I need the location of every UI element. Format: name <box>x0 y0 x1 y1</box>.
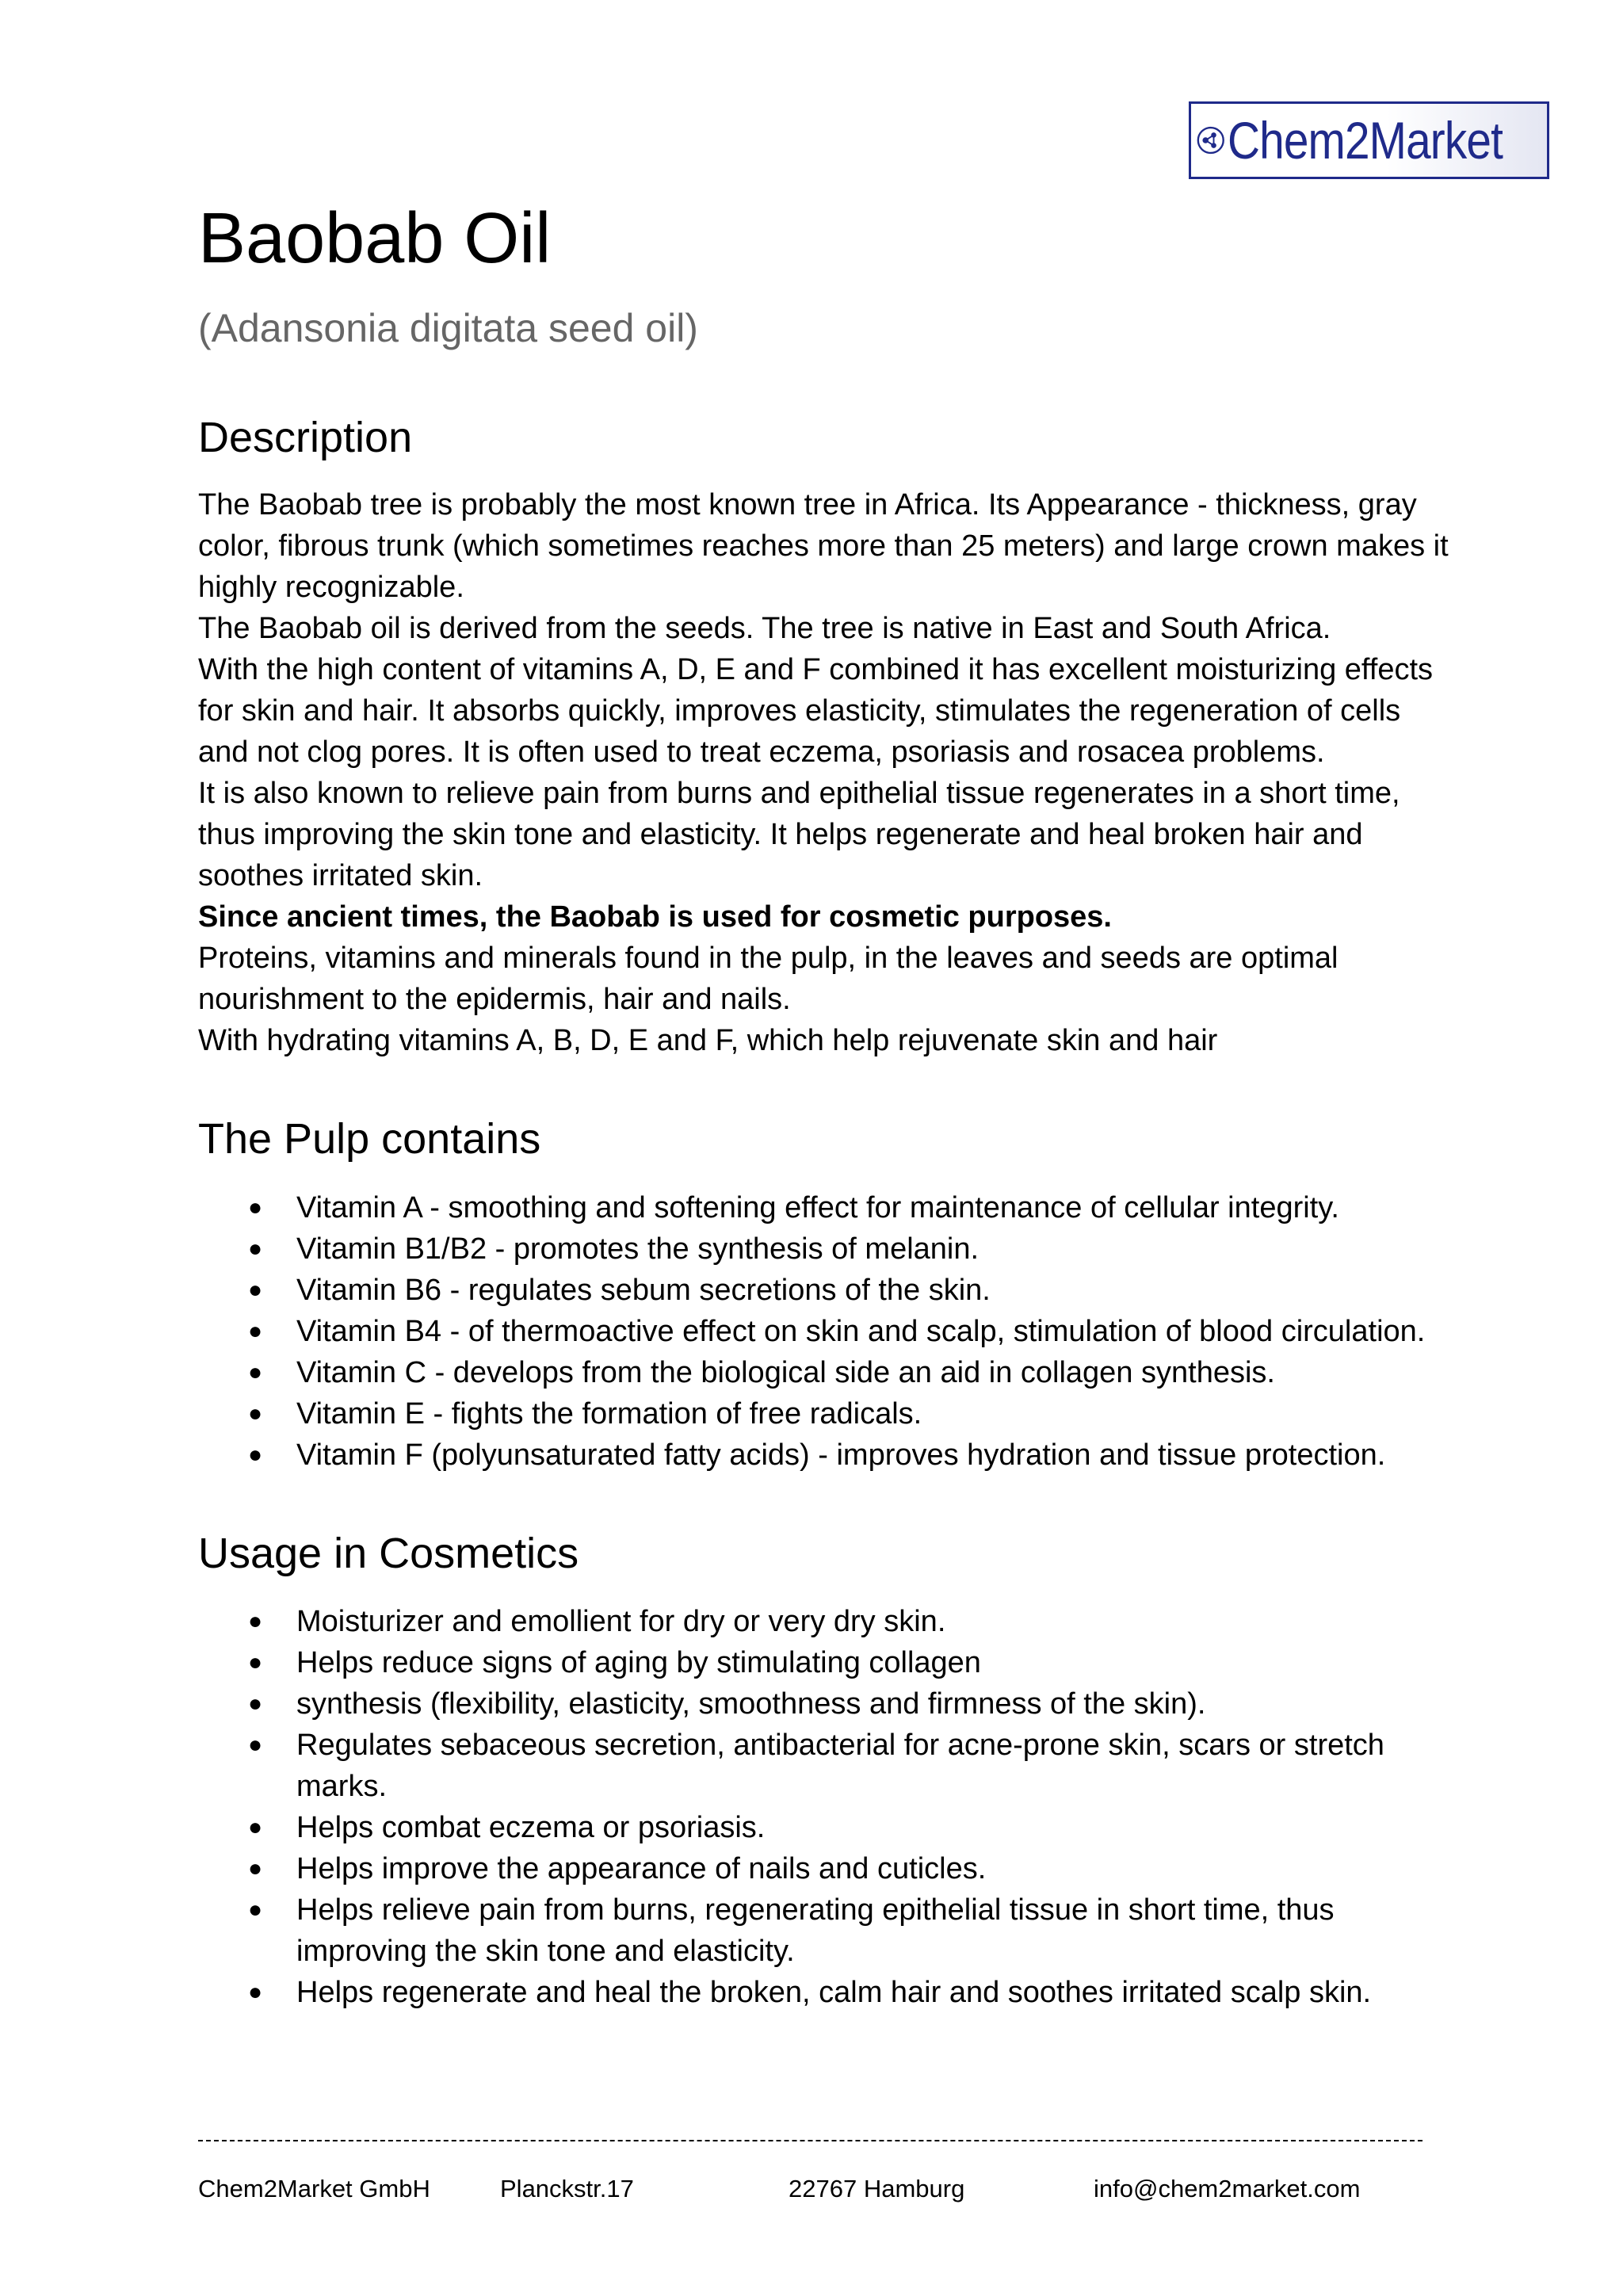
description-paragraph: It is also known to relieve pain from burns and epithelial tissue regenerates in a short time, thus improving the skin tone and elasticity. It helps regenerate and heal broken hair and soothes irritated skin. <box>198 777 1400 892</box>
list-item <box>198 1270 1466 1311</box>
list-item-text: Vitamin A - smoothing and softening effect for maintenance of cellular integrity. <box>296 1191 1339 1224</box>
usage-heading: Usage in Cosmetics <box>198 1530 579 1577</box>
list-item-text: synthesis (flexibility, elasticity, smoothness and firmness of the skin). <box>296 1687 1206 1721</box>
list-item <box>198 1807 1466 1848</box>
list-item <box>198 1187 1466 1228</box>
page-subtitle: (Adansonia digitata seed oil) <box>198 306 698 350</box>
list-item <box>198 1601 1466 1642</box>
list-item <box>198 1848 1466 1889</box>
description-paragraph: With hydrating vitamins A, B, D, E and F, which help rejuvenate skin and hair <box>198 1024 1218 1057</box>
description-paragraph: The Baobab tree is probably the most known tree in Africa. Its Appearance - thickness, gray color, fibrous trunk (which sometimes reaches more than 25 meters) and large crown makes it highly recognizable. <box>198 488 1449 604</box>
list-item-text: Vitamin C - develops from the biological side an aid in collagen synthesis. <box>296 1356 1275 1389</box>
bullet-icon: ● <box>248 1979 263 2005</box>
list-item <box>198 1642 1466 1683</box>
list-item <box>198 1972 1466 2013</box>
list-item-text: Vitamin F (polyunsaturated fatty acids) - improves hydration and tissue protection. <box>296 1438 1386 1472</box>
footer-email[interactable]: info@chem2market.com <box>1094 2175 1361 2202</box>
bullet-icon: ● <box>248 1236 263 1262</box>
list-item-text: Moisturizer and emollient for dry or very dry skin. <box>296 1605 946 1638</box>
list-item-text: Helps relieve pain from burns, regenerating epithelial tissue in short time, thus improving the skin tone and elasticity. <box>296 1893 1335 1968</box>
list-item-text: Vitamin E - fights the formation of free radicals. <box>296 1397 922 1431</box>
bullet-icon: ● <box>248 1814 263 1840</box>
list-item <box>198 1889 1466 1972</box>
list-item-text: Helps combat eczema or psoriasis. <box>296 1811 766 1844</box>
page-title: Baobab Oil <box>198 199 552 278</box>
list-item-text: Vitamin B6 - regulates sebum secretions of the skin. <box>296 1274 991 1307</box>
list-item <box>198 1683 1466 1725</box>
footer-street: Planckstr.17 <box>500 2175 634 2202</box>
footer-city: 22767 Hamburg <box>789 2175 965 2202</box>
list-item <box>198 1352 1466 1393</box>
list-item <box>198 1228 1466 1270</box>
bullet-icon: ● <box>248 1359 263 1385</box>
molecule-icon <box>1196 109 1226 171</box>
list-item-text: Vitamin B1/B2 - promotes the synthesis of melanin. <box>296 1232 980 1266</box>
bullet-icon: ● <box>248 1855 263 1881</box>
description-paragraph: The Baobab oil is derived from the seeds. The tree is native in East and South Africa. <box>198 612 1331 645</box>
bullet-icon: ● <box>248 1442 263 1468</box>
footer-company: Chem2Market GmbH <box>198 2175 430 2202</box>
list-item-text: Vitamin B4 - of thermoactive effect on skin and scalp, stimulation of blood circulation. <box>296 1315 1426 1348</box>
list-item <box>198 1393 1466 1435</box>
pulp-heading: The Pulp contains <box>198 1115 541 1163</box>
list-item <box>198 1435 1466 1476</box>
bullet-icon: ● <box>248 1732 263 1758</box>
usage-list <box>198 1601 1466 2013</box>
list-item-text: Helps regenerate and heal the broken, calm hair and soothes irritated scalp skin. <box>296 1976 1372 2009</box>
footer-divider <box>198 2140 1423 2141</box>
bullet-icon: ● <box>248 1897 263 1923</box>
bullet-icon: ● <box>248 1318 263 1344</box>
list-item-text: Helps reduce signs of aging by stimulating collagen <box>296 1646 981 1679</box>
description-bold-line: Since ancient times, the Baobab is used for cosmetic purposes. <box>198 900 1112 934</box>
list-item <box>198 1725 1466 1807</box>
bullet-icon: ● <box>248 1277 263 1303</box>
bullet-icon: ● <box>248 1649 263 1675</box>
bullet-icon: ● <box>248 1608 263 1634</box>
list-item-text: Regulates sebaceous secretion, antibacterial for acne-prone skin, scars or stretch marks. <box>296 1729 1384 1803</box>
list-item-text: Helps improve the appearance of nails and cuticles. <box>296 1852 987 1885</box>
list-item <box>198 1311 1466 1352</box>
bullet-icon: ● <box>248 1690 263 1717</box>
bullet-icon: ● <box>248 1400 263 1427</box>
description-paragraph: With the high content of vitamins A, D, E and F combined it has excellent moisturizing effects for skin and hair. It absorbs quickly, improves elasticity, stimulates the regeneration of cells and not clog pores. It is often used to treat eczema, psoriasis and rosacea problems. <box>198 653 1434 769</box>
description-heading: Description <box>198 414 413 461</box>
logo-text: Chem2Market <box>1227 111 1503 170</box>
description-paragraph: Proteins, vitamins and minerals found in the pulp, in the leaves and seeds are optimal nourishment to the epidermis, hair and nails. <box>198 942 1338 1016</box>
bullet-icon: ● <box>248 1194 263 1221</box>
pulp-list <box>198 1187 1466 1476</box>
description-text <box>198 484 1450 1061</box>
company-logo <box>1189 101 1549 179</box>
